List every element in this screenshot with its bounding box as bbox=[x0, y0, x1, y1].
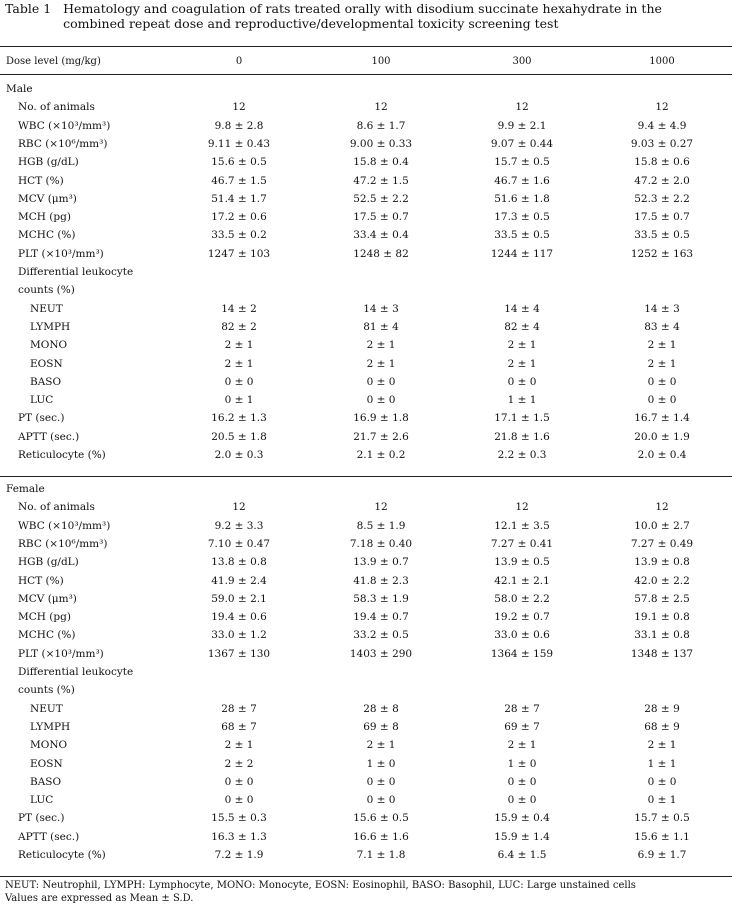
table-cell: 28 ± 9 bbox=[644, 702, 680, 715]
row-label: Differential leukocyte bbox=[18, 266, 134, 278]
table-cell: 0 ± 0 bbox=[224, 775, 254, 788]
table-cell: 9.4 ± 4.9 bbox=[637, 119, 687, 132]
row-label: BASO bbox=[30, 375, 62, 388]
table-cell: 0 ± 0 bbox=[366, 794, 396, 807]
dose-header-0: 0 bbox=[235, 56, 243, 67]
table-cell: 13.8 ± 0.8 bbox=[211, 556, 267, 569]
table-cell: 47.2 ± 2.0 bbox=[634, 174, 690, 187]
table-cell: 0 ± 0 bbox=[366, 394, 396, 407]
table-cell: 13.9 ± 0.5 bbox=[494, 556, 550, 569]
row-label: LUC bbox=[30, 794, 54, 807]
table-cell: 7.1 ± 1.8 bbox=[356, 849, 406, 861]
table-cell: 9.8 ± 2.8 bbox=[214, 119, 264, 132]
table-cell: 2 ± 1 bbox=[647, 339, 677, 352]
table-cell: 0 ± 0 bbox=[224, 794, 254, 807]
table-cell: 33.1 ± 0.8 bbox=[634, 629, 690, 642]
footnote-values: Values are expressed as Mean ± S.D. bbox=[5, 893, 194, 904]
table-cell: 51.6 ± 1.8 bbox=[494, 192, 550, 205]
table-cell: 2 ± 1 bbox=[507, 357, 537, 370]
table-cell: 12.1 ± 3.5 bbox=[494, 519, 550, 532]
table-cell: 10.0 ± 2.7 bbox=[634, 519, 690, 532]
table-cell: 0 ± 0 bbox=[647, 394, 677, 407]
row-label: PLT (×10³/mm³) bbox=[18, 247, 104, 260]
table-cell: 2.0 ± 0.3 bbox=[214, 449, 264, 461]
footnote-abbreviations: NEUT: Neutrophil, LYMPH: Lymphocyte, MONO: Monocyte, EOSN: Eosinophil, BASO: Basophil, LUC: Large unstained cells bbox=[5, 880, 636, 891]
table-cell: 14 ± 3 bbox=[363, 302, 399, 315]
table-cell: 1403 ± 290 bbox=[349, 647, 413, 660]
row-label: LUC bbox=[30, 394, 54, 407]
table-cell: 7.27 ± 0.41 bbox=[490, 537, 554, 550]
table-cell: 41.9 ± 2.4 bbox=[211, 574, 267, 587]
table-cell: 21.8 ± 1.6 bbox=[494, 430, 550, 443]
table-cell: 17.1 ± 1.5 bbox=[494, 412, 550, 425]
table-cell: 1252 ± 163 bbox=[630, 247, 694, 260]
table-cell: 17.3 ± 0.5 bbox=[494, 211, 550, 224]
dose-header-300: 300 bbox=[512, 56, 532, 67]
table-cell: 83 ± 4 bbox=[644, 320, 680, 333]
table-cell: 33.4 ± 0.4 bbox=[353, 229, 409, 242]
footnotes bbox=[5, 879, 730, 905]
table-cell: 2 ± 1 bbox=[366, 339, 396, 352]
group-label-female: Female bbox=[6, 483, 45, 495]
section-rule bbox=[0, 476, 732, 477]
table-cell: 13.9 ± 0.7 bbox=[353, 556, 409, 569]
table-cell: 82 ± 2 bbox=[221, 320, 257, 333]
table-cell: 2.0 ± 0.4 bbox=[637, 449, 687, 461]
row-label: PLT (×10³/mm³) bbox=[18, 647, 104, 660]
table-cell: 69 ± 7 bbox=[504, 720, 540, 733]
row-label: MCH (pg) bbox=[18, 211, 71, 224]
row-label: APTT (sec.) bbox=[18, 430, 80, 443]
table-cell: 41.8 ± 2.3 bbox=[353, 574, 409, 587]
table-cell: 19.4 ± 0.6 bbox=[211, 611, 267, 624]
table-cell: 15.8 ± 0.6 bbox=[634, 156, 690, 169]
row-label: counts (%) bbox=[18, 284, 75, 297]
table-cell: 16.3 ± 1.3 bbox=[211, 830, 267, 843]
table-cell: 19.1 ± 0.8 bbox=[634, 611, 690, 624]
dose-header-1000: 1000 bbox=[649, 56, 675, 67]
table-cell: 7.2 ± 1.9 bbox=[214, 849, 264, 861]
row-label: MCV (μm³) bbox=[18, 592, 77, 605]
table-cell: 7.27 ± 0.49 bbox=[630, 537, 694, 550]
table-cell: 9.11 ± 0.43 bbox=[207, 137, 271, 150]
row-label: APTT (sec.) bbox=[18, 830, 80, 843]
table-cell: 1248 ± 82 bbox=[353, 247, 409, 260]
table-cell: 51.4 ± 1.7 bbox=[211, 192, 267, 205]
table-cell: 33.5 ± 0.5 bbox=[634, 229, 690, 242]
group-label-male: Male bbox=[6, 83, 33, 95]
table-cell: 17.2 ± 0.6 bbox=[211, 211, 267, 224]
table-cell: 20.5 ± 1.8 bbox=[211, 430, 267, 443]
row-label: PT (sec.) bbox=[18, 412, 65, 425]
row-label: RBC (×10⁶/mm³) bbox=[18, 537, 108, 550]
table-cell: 12 bbox=[232, 101, 246, 114]
table-cell: 0 ± 0 bbox=[366, 375, 396, 388]
table-cell: 1 ± 1 bbox=[507, 394, 537, 407]
row-label: No. of animals bbox=[18, 101, 95, 114]
table-cell: 0 ± 0 bbox=[507, 375, 537, 388]
table-cell: 2 ± 1 bbox=[224, 739, 254, 752]
dose-level-header: Dose level (mg/kg) bbox=[6, 56, 101, 67]
row-label: Reticulocyte (%) bbox=[18, 849, 106, 861]
row-label: LYMPH bbox=[30, 720, 71, 733]
table-cell: 15.8 ± 0.4 bbox=[353, 156, 409, 169]
table-cell: 13.9 ± 0.8 bbox=[634, 556, 690, 569]
table-cell: 7.18 ± 0.40 bbox=[349, 537, 413, 550]
table-cell: 15.6 ± 1.1 bbox=[634, 830, 690, 843]
row-label: MCHC (%) bbox=[18, 229, 76, 242]
table-cell: 16.6 ± 1.6 bbox=[353, 830, 409, 843]
table-cell: 42.1 ± 2.1 bbox=[494, 574, 550, 587]
table-cell: 12 bbox=[515, 501, 529, 514]
row-label: MCV (μm³) bbox=[18, 192, 77, 205]
table-cell: 16.7 ± 1.4 bbox=[634, 412, 690, 425]
table-number: Table 1 bbox=[5, 1, 52, 16]
table-cell: 69 ± 8 bbox=[363, 720, 399, 733]
table-cell: 1 ± 0 bbox=[366, 757, 396, 770]
row-label: counts (%) bbox=[18, 684, 75, 697]
table-cell: 0 ± 0 bbox=[507, 794, 537, 807]
row-label: Reticulocyte (%) bbox=[18, 449, 106, 461]
table-cell: 33.0 ± 1.2 bbox=[211, 629, 267, 642]
table-cell: 2 ± 1 bbox=[224, 357, 254, 370]
table-cell: 1247 ± 103 bbox=[207, 247, 271, 260]
table-cell: 33.5 ± 0.5 bbox=[494, 229, 550, 242]
table-cell: 20.0 ± 1.9 bbox=[634, 430, 690, 443]
table-cell: 1 ± 1 bbox=[647, 757, 677, 770]
top-rule bbox=[0, 46, 732, 47]
table-cell: 12 bbox=[232, 501, 246, 514]
table-cell: 12 bbox=[655, 501, 669, 514]
table-cell: 1244 ± 117 bbox=[490, 247, 554, 260]
table-cell: 2 ± 1 bbox=[507, 739, 537, 752]
table-cell: 14 ± 2 bbox=[221, 302, 257, 315]
row-label: MONO bbox=[30, 739, 68, 752]
row-label: WBC (×10³/mm³) bbox=[18, 519, 111, 532]
row-label: HGB (g/dL) bbox=[18, 156, 79, 169]
table-cell: 0 ± 0 bbox=[224, 375, 254, 388]
table-cell: 0 ± 0 bbox=[366, 775, 396, 788]
table-cell: 16.2 ± 1.3 bbox=[211, 412, 267, 425]
table-cell: 46.7 ± 1.6 bbox=[494, 174, 550, 187]
table-cell: 9.07 ± 0.44 bbox=[490, 137, 554, 150]
table-cell: 9.9 ± 2.1 bbox=[497, 119, 547, 132]
table-cell: 14 ± 3 bbox=[644, 302, 680, 315]
table-cell: 2 ± 1 bbox=[507, 339, 537, 352]
table-cell: 9.03 ± 0.27 bbox=[630, 137, 694, 150]
table-cell: 6.9 ± 1.7 bbox=[637, 849, 687, 861]
table-cell: 15.9 ± 0.4 bbox=[494, 812, 550, 825]
table-cell: 0 ± 1 bbox=[647, 794, 677, 807]
row-label: Differential leukocyte bbox=[18, 666, 134, 678]
table-cell: 7.10 ± 0.47 bbox=[207, 537, 271, 550]
table-cell: 15.6 ± 0.5 bbox=[353, 812, 409, 825]
table-cell: 33.5 ± 0.2 bbox=[211, 229, 267, 242]
table-cell: 28 ± 7 bbox=[504, 702, 540, 715]
row-label: No. of animals bbox=[18, 501, 95, 514]
row-label: HCT (%) bbox=[18, 574, 64, 587]
table-cell: 0 ± 0 bbox=[507, 775, 537, 788]
table-cell: 1367 ± 130 bbox=[207, 647, 271, 660]
bottom-rule bbox=[0, 876, 732, 877]
table-cell: 28 ± 8 bbox=[363, 702, 399, 715]
row-label: PT (sec.) bbox=[18, 812, 65, 825]
table-cell: 15.7 ± 0.5 bbox=[494, 156, 550, 169]
table-cell: 8.6 ± 1.7 bbox=[356, 119, 406, 132]
table-title: Hematology and coagulation of rats treated orally with disodium succinate hexahydrate in the combined repeat dose and reproductive/developmental toxicity screening test bbox=[63, 1, 662, 31]
table-cell: 2 ± 1 bbox=[366, 739, 396, 752]
row-label: WBC (×10³/mm³) bbox=[18, 119, 111, 132]
table-cell: 12 bbox=[374, 101, 388, 114]
row-label: MONO bbox=[30, 339, 68, 352]
row-label: MCHC (%) bbox=[18, 629, 76, 642]
table-cell: 33.2 ± 0.5 bbox=[353, 629, 409, 642]
table-cell: 52.3 ± 2.2 bbox=[634, 192, 690, 205]
table-cell: 2 ± 1 bbox=[224, 339, 254, 352]
table-cell: 19.2 ± 0.7 bbox=[494, 611, 550, 624]
table-cell: 15.9 ± 1.4 bbox=[494, 830, 550, 843]
table-cell: 1348 ± 137 bbox=[630, 647, 694, 660]
row-label: HCT (%) bbox=[18, 174, 64, 187]
header-rule bbox=[0, 74, 732, 75]
table-cell: 21.7 ± 2.6 bbox=[353, 430, 409, 443]
table-cell: 14 ± 4 bbox=[504, 302, 540, 315]
table-cell: 2.2 ± 0.3 bbox=[497, 449, 547, 461]
table-cell: 42.0 ± 2.2 bbox=[634, 574, 690, 587]
table-cell: 9.2 ± 3.3 bbox=[214, 519, 264, 532]
dose-header-100: 100 bbox=[371, 56, 391, 67]
table-cell: 15.5 ± 0.3 bbox=[211, 812, 267, 825]
table-cell: 57.8 ± 2.5 bbox=[634, 592, 690, 605]
table-cell: 68 ± 7 bbox=[221, 720, 257, 733]
table-cell: 15.6 ± 0.5 bbox=[211, 156, 267, 169]
table-cell: 81 ± 4 bbox=[363, 320, 399, 333]
table-cell: 0 ± 0 bbox=[647, 775, 677, 788]
table-cell: 68 ± 9 bbox=[644, 720, 680, 733]
table-cell: 2 ± 1 bbox=[366, 357, 396, 370]
table-cell: 12 bbox=[374, 501, 388, 514]
table-cell: 28 ± 7 bbox=[221, 702, 257, 715]
row-label: RBC (×10⁶/mm³) bbox=[18, 137, 108, 150]
table-cell: 17.5 ± 0.7 bbox=[353, 211, 409, 224]
table-cell: 15.7 ± 0.5 bbox=[634, 812, 690, 825]
table-cell: 58.0 ± 2.2 bbox=[494, 592, 550, 605]
row-label: EOSN bbox=[30, 357, 63, 370]
table-cell: 58.3 ± 1.9 bbox=[353, 592, 409, 605]
table-cell: 6.4 ± 1.5 bbox=[497, 849, 547, 861]
table-caption bbox=[5, 1, 727, 31]
table-cell: 46.7 ± 1.5 bbox=[211, 174, 267, 187]
table-cell: 2 ± 1 bbox=[647, 357, 677, 370]
table-cell: 19.4 ± 0.7 bbox=[353, 611, 409, 624]
row-label: NEUT bbox=[30, 702, 63, 715]
table-cell: 33.0 ± 0.6 bbox=[494, 629, 550, 642]
table-cell: 1 ± 0 bbox=[507, 757, 537, 770]
table-cell: 59.0 ± 2.1 bbox=[211, 592, 267, 605]
row-label: LYMPH bbox=[30, 320, 71, 333]
table-cell: 0 ± 0 bbox=[647, 375, 677, 388]
table-cell: 0 ± 1 bbox=[224, 394, 254, 407]
table-cell: 8.5 ± 1.9 bbox=[356, 519, 406, 532]
table-cell: 17.5 ± 0.7 bbox=[634, 211, 690, 224]
row-label: EOSN bbox=[30, 757, 63, 770]
table-cell: 2.1 ± 0.2 bbox=[356, 449, 406, 461]
row-label: MCH (pg) bbox=[18, 611, 71, 624]
table-cell: 47.2 ± 1.5 bbox=[353, 174, 409, 187]
row-label: HGB (g/dL) bbox=[18, 556, 79, 569]
table-cell: 12 bbox=[515, 101, 529, 114]
table-cell: 82 ± 4 bbox=[504, 320, 540, 333]
row-label: BASO bbox=[30, 775, 62, 788]
table-cell: 52.5 ± 2.2 bbox=[353, 192, 409, 205]
table-cell: 9.00 ± 0.33 bbox=[349, 137, 413, 150]
row-label: NEUT bbox=[30, 302, 63, 315]
table-cell: 2 ± 1 bbox=[647, 739, 677, 752]
table-cell: 12 bbox=[655, 101, 669, 114]
table-cell: 2 ± 2 bbox=[224, 757, 254, 770]
table-cell: 16.9 ± 1.8 bbox=[353, 412, 409, 425]
table-cell: 1364 ± 159 bbox=[490, 647, 554, 660]
